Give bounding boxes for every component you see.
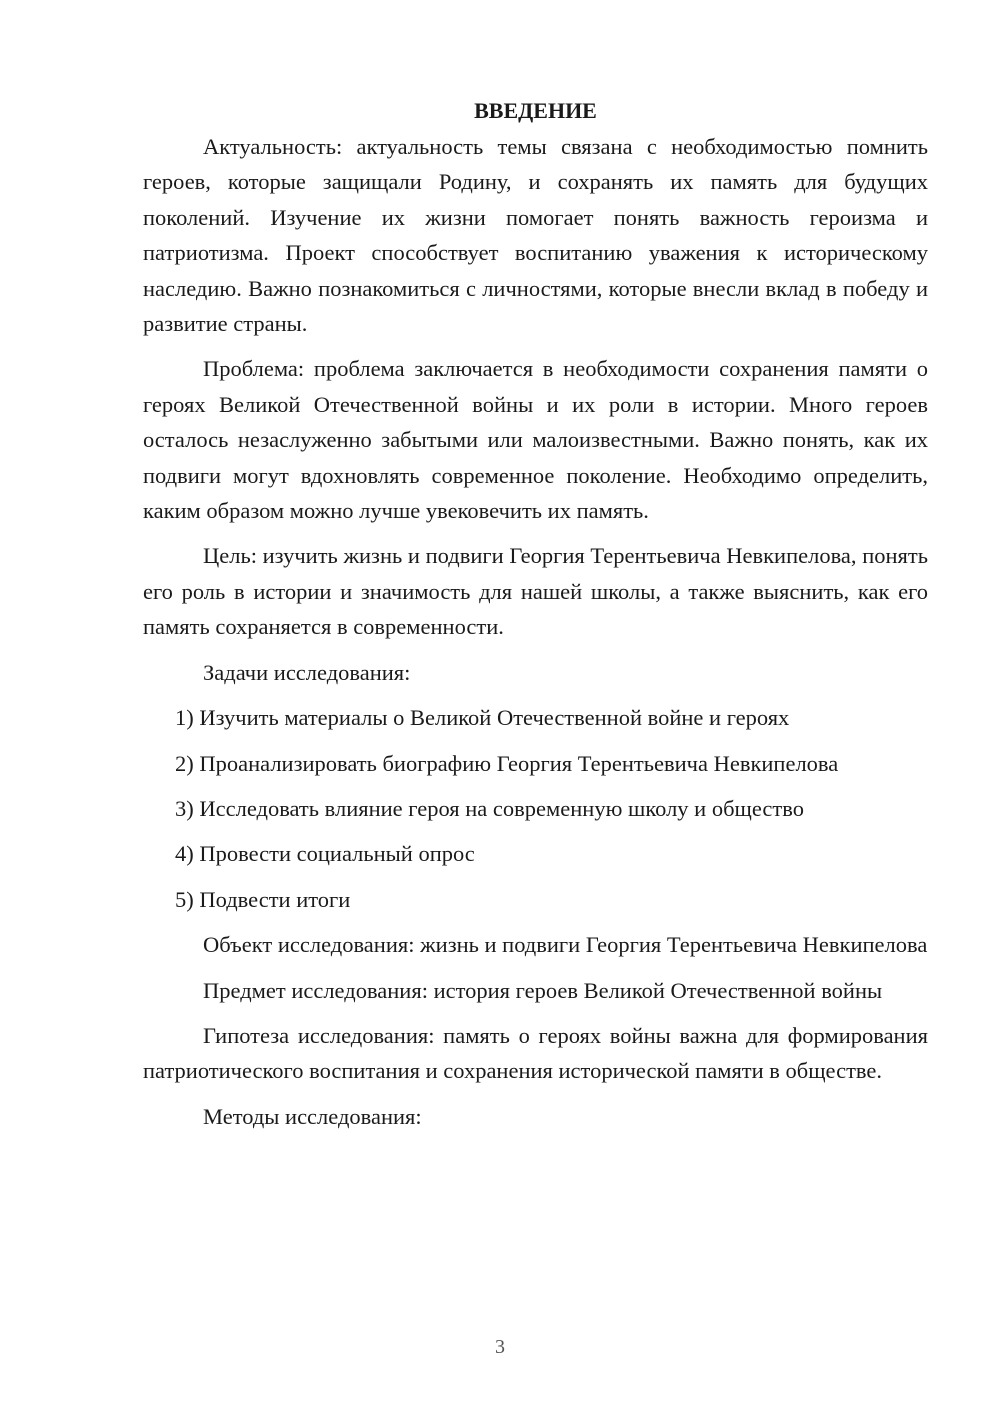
paragraph-goal: Цель: изучить жизнь и подвиги Георгия Терентьевича Невкипелова, понять его роль в истории и значимость для нашей школы, а также выяснить, как его память сохраняется в современности. xyxy=(143,543,928,640)
list-item: 2) Проанализировать биографию Георгия Терентьевича Невкипелова xyxy=(175,750,839,776)
tasks-heading: Задачи исследования: xyxy=(203,659,411,685)
methods-heading: Методы исследования: xyxy=(203,1103,422,1129)
section-title: ВВЕДЕНИЕ xyxy=(474,98,597,123)
list-item: 3) Исследовать влияние героя на современную школу и общество xyxy=(175,795,804,821)
document-page xyxy=(143,94,928,1134)
list-item: 5) Подвести итоги xyxy=(175,886,351,912)
list-item: 4) Провести социальный опрос xyxy=(175,841,475,867)
paragraph-hypothesis: Гипотеза исследования: память о героях войны важна для формирования патриотического воспитания и сохранения исторической памяти в обществе. xyxy=(143,1022,928,1084)
list-item: 1) Изучить материалы о Великой Отечественной войне и героях xyxy=(175,705,790,731)
paragraph-subject: Предмет исследования: история героев Великой Отечественной войны xyxy=(203,977,883,1003)
page-number: 3 xyxy=(495,1336,505,1358)
paragraph-object: Объект исследования: жизнь и подвиги Георгия Терентьевича Невкипелова xyxy=(203,932,928,958)
tasks-list xyxy=(143,700,928,917)
paragraph-problem: Проблема: проблема заключается в необходимости сохранения памяти о героях Великой Отечественной войны и их роли в истории. Много героев осталось незаслуженно забытыми или малоизвестными. Важно понять, как их подвиги могут вдохновлять современное поколение. Необходимо определить, каким образом можно лучше увековечить их память. xyxy=(143,356,928,524)
paragraph-relevance: Актуальность: актуальность темы связана с необходимостью помнить героев, которые защищали Родину, и сохранять их память для будущих поколений. Изучение их жизни помогает понять важность героизма и патриотизма. Проект способствует воспитанию уважения к историческому наследию. Важно познакомиться с личностями, которые внесли вклад в победу и развитие страны. xyxy=(143,134,928,337)
